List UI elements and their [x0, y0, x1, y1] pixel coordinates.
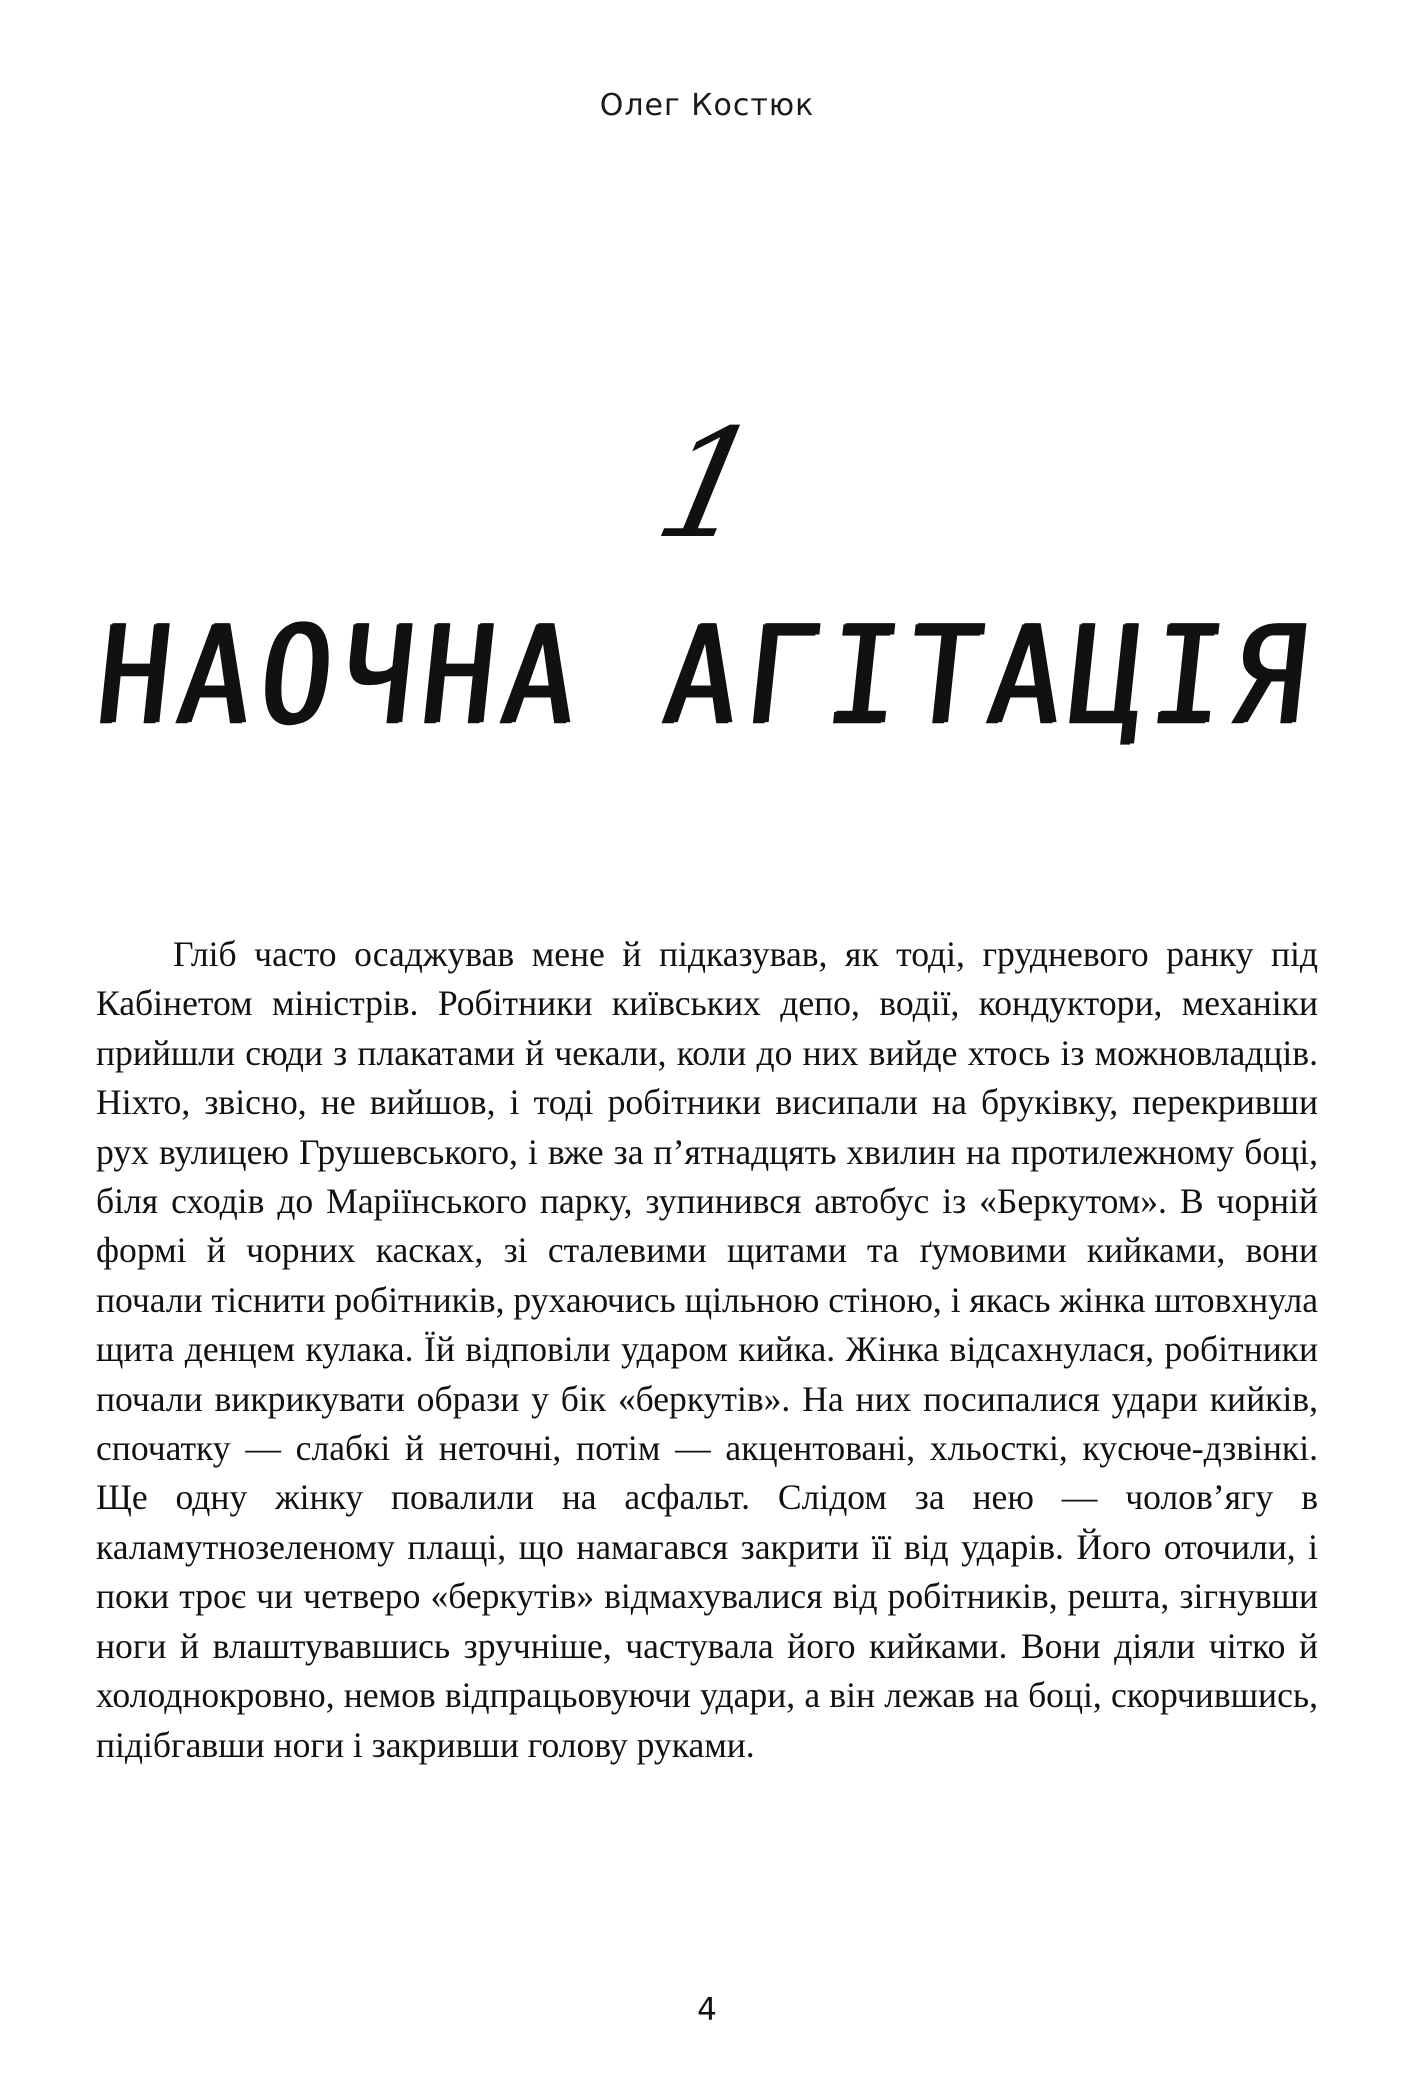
chapter-title: НАОЧНА АГІТАЦІЯ — [90, 595, 1324, 755]
chapter-number: 1 — [642, 398, 772, 572]
running-head-author: Олег Костюк — [599, 88, 815, 123]
page-number: 4 — [697, 1992, 717, 2028]
body-paragraph: Гліб часто осаджував мене й підказував, як тоді, грудневого ранку під Кабінетом міністрів. Робітники київських депо, водії, кондуктори, механіки прийшли сюди з плакатами й чекали, коли до них вийде хтось із можновладців. Ніхто, звісно, не вийшов, і тоді робітники висипали на бруківку, перекривши рух вулицею Грушевського, і вже за п’ятнадцять хвилин на протилежному боці, біля сходів до Маріїнського парку, зупинився автобус із «Беркутом». В чорній формі й чорних касках, зі сталевими щитами та ґумовими кийками, вони почали тіснити робітників, рухаючись щільною стіною, і якась жінка штовхнула щита денцем кулака. Їй відповіли ударом кийка. Жінка відсахнулася, робітники почали викрикувати образи у бік «беркутів». На них посипалися удари кийків, спочатку — слабкі й неточні, потім — акцентовані, хльосткі, кусюче-дзвінкі. Ще одну жінку повалили на асфальт. Слідом за нею — чолов’ягу в каламутнозеленому плащі, що намагався закрити її від ударів. Його оточили, і поки троє чи четверо «беркутів» відмахувалися від робітників, решта, зігнувши ноги й влаштувавшись зручніше, частувала його кийками. Вони діяли чітко й холоднокровно, немов відпрацьовуючи удари, а він лежав на боці, скорчившись, підібгавши ноги і закривши голову руками. — [96, 934, 1318, 1765]
